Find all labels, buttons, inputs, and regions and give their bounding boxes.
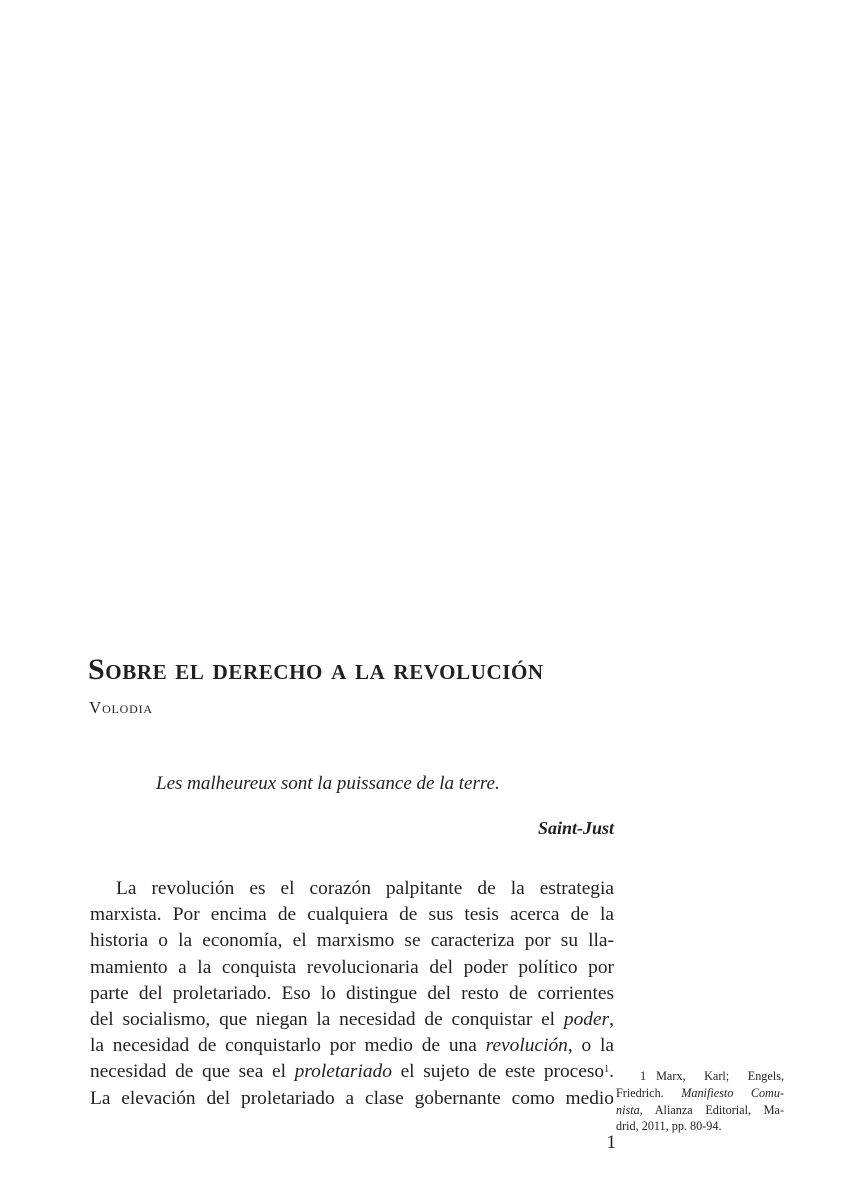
footnote-line: drid, 2011, pp. 80-94. [616, 1119, 722, 1134]
footnote-text-segment: Marx, Karl; Engels, [656, 1069, 784, 1083]
body-line: marxista. Por encima de cualquiera de sus tesis acerca de la [90, 904, 614, 926]
body-text-segment: , [609, 1009, 614, 1031]
body-text-segment: necesidad de que sea el [90, 1061, 286, 1083]
emphasis-proletariado: proletariado [294, 1061, 392, 1083]
body-line [90, 1059, 614, 1085]
article-title: Sobre el derecho a la revolución [88, 653, 544, 686]
footnote-text-segment: Friedrich. [616, 1085, 664, 1100]
footnote-line [616, 1085, 784, 1102]
body-line [90, 1033, 614, 1059]
emphasis-poder: poder [563, 1009, 610, 1031]
page-number: 1 [606, 1132, 616, 1153]
body-line: La revolución es el corazón palpitante de la estrategia [116, 878, 614, 899]
footnote-reference[interactable]: 1 [604, 1064, 610, 1076]
body-line: parte del proletariado. Eso lo distingue del resto de corrientes [90, 982, 614, 1004]
emphasis-revolucion: revolución [485, 1035, 568, 1057]
body-text-segment: la necesidad de conquistarlo por medio de una [90, 1035, 477, 1057]
body-line: mamiento a la conquista revolucionaria del poder político por [90, 956, 614, 978]
body-line [90, 1007, 614, 1033]
body-text-segment: . [609, 1061, 614, 1083]
body-line: La elevación del proletariado a clase gobernante como medio [90, 1087, 614, 1109]
body-text-segment: del socialismo, que niegan la necesidad de conquistar el [90, 1009, 556, 1031]
epigraph-quote: Les malheureux sont la puissance de la terre. [156, 773, 500, 794]
footnote-emphasis: Manifiesto Comu- [681, 1085, 785, 1100]
footnote-text-segment: , Alianza Editorial, Ma- [639, 1102, 784, 1117]
article-author: Volodia [89, 698, 153, 717]
footnote-emphasis: nista [616, 1102, 640, 1117]
footnote-number: 1 [640, 1069, 647, 1083]
body-paragraph [90, 876, 614, 1112]
footnote [616, 1068, 784, 1135]
footnote-line [616, 1102, 784, 1119]
body-line: historia o la economía, el marxismo se caracteriza por su lla- [90, 930, 614, 952]
body-text-segment: el sujeto de este proceso [400, 1061, 605, 1083]
body-text-segment: , o la [567, 1035, 614, 1057]
epigraph-attribution: Saint-Just [537, 818, 614, 838]
footnote-line [616, 1068, 784, 1085]
